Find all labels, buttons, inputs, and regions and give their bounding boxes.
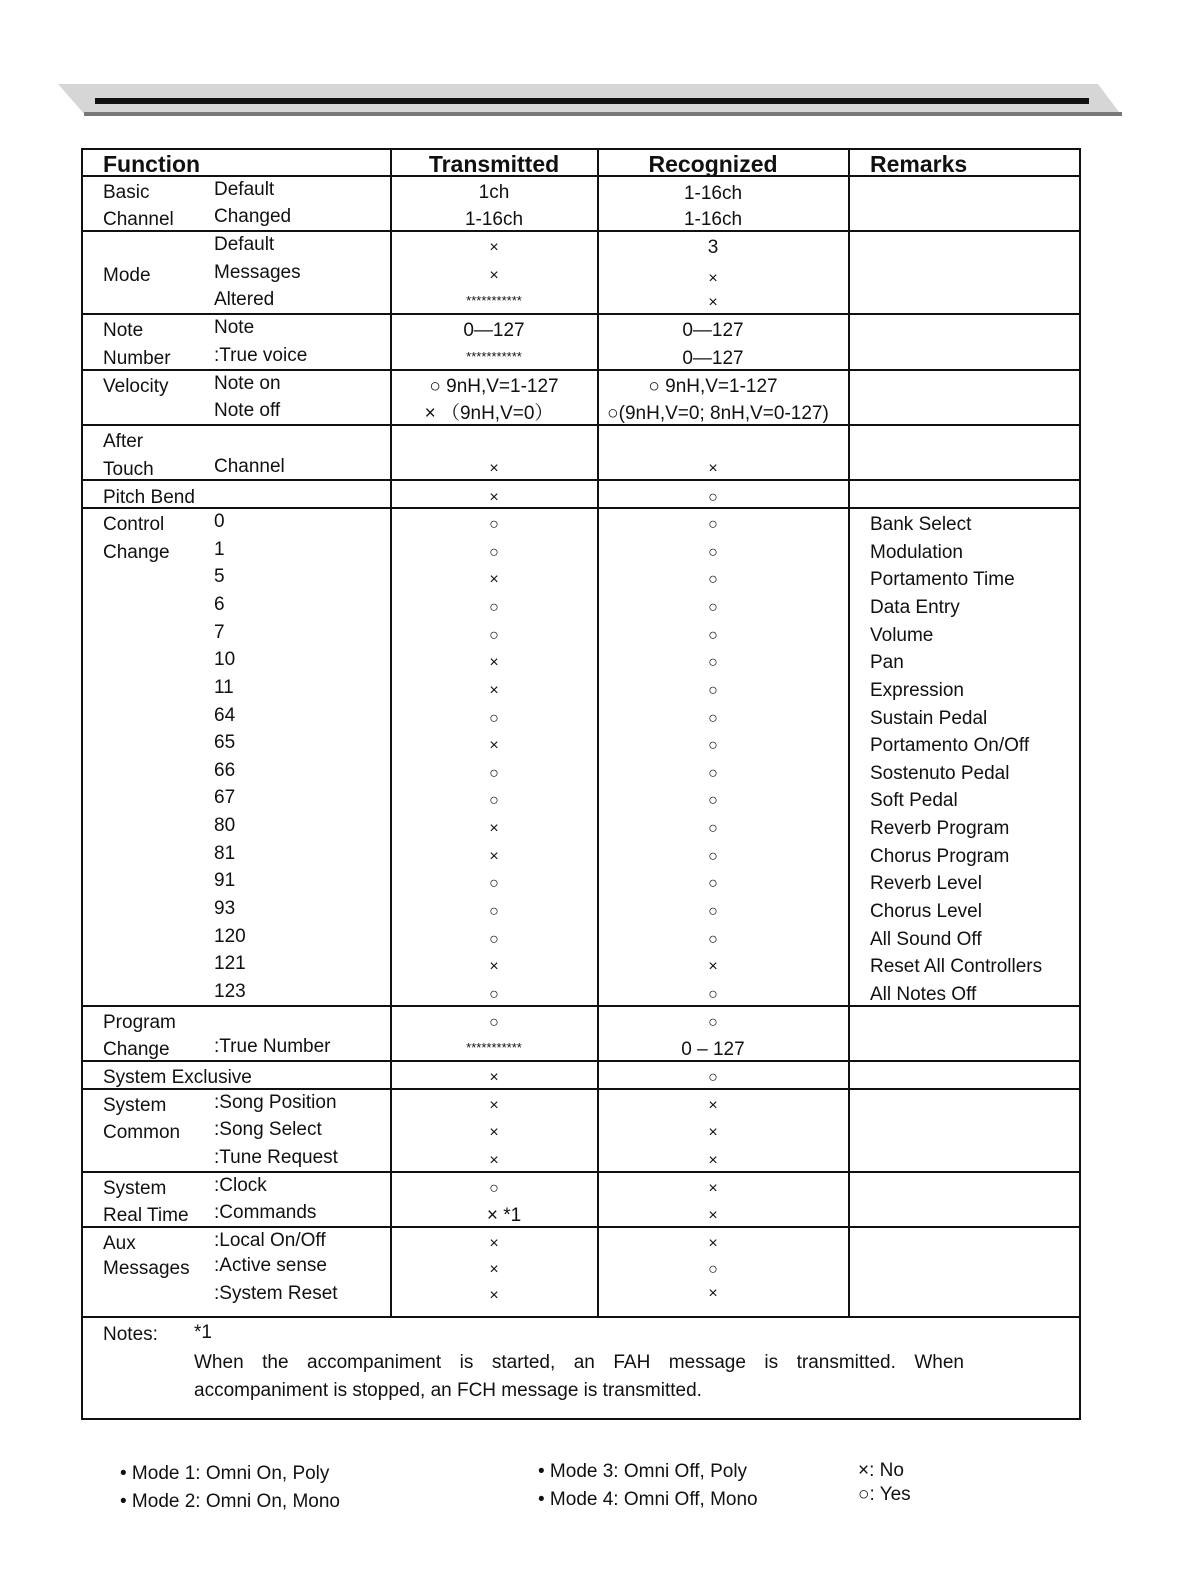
header-banner <box>58 84 1122 118</box>
cell-transmitted: 1-16ch <box>464 209 524 230</box>
row-divider <box>82 230 1080 232</box>
program-change-label: Program <box>103 1012 176 1033</box>
cell-transmitted: 0—127 <box>463 320 525 341</box>
cell-transmitted: ○ <box>489 599 499 616</box>
cell-recognized: × <box>708 460 718 477</box>
cell-recognized: × <box>708 958 718 975</box>
cell-recognized: 3 <box>707 237 719 258</box>
legend-mode-4: • Mode 4: Omni Off, Mono <box>538 1489 758 1510</box>
cell-transmitted: ○ <box>489 931 499 948</box>
cc-number: 64 <box>214 705 236 726</box>
cell-recognized: × <box>708 1285 718 1302</box>
sub-label: :True voice <box>214 345 308 366</box>
cell-transmitted: ○ <box>489 875 499 892</box>
cell-transmitted: × <box>489 654 499 671</box>
cell-recognized: × <box>708 1180 718 1197</box>
sub-label: Default <box>214 179 275 200</box>
velocity-label: Velocity <box>103 376 169 397</box>
cell-transmitted: ○ <box>489 544 499 561</box>
cell-recognized: 1-16ch <box>683 209 743 230</box>
cell-recognized: ○ <box>708 599 718 616</box>
aux-messages-label: Messages <box>103 1258 190 1279</box>
cell-recognized: ○ <box>708 765 718 782</box>
cc-remark: Reverb Level <box>870 873 982 894</box>
after-touch-label: After <box>103 431 144 452</box>
cc-remark: Volume <box>870 625 934 646</box>
cc-number: 120 <box>214 926 246 947</box>
cc-remark: Pan <box>870 652 904 673</box>
system-common-label: System <box>103 1095 167 1116</box>
cell-transmitted: × <box>489 1124 499 1141</box>
cell-recognized: 0—127 <box>682 348 744 369</box>
cell-recognized: ○ <box>708 931 718 948</box>
cell-transmitted: × <box>489 571 499 588</box>
cell-recognized: × <box>708 1124 718 1141</box>
cc-number: 67 <box>214 787 236 808</box>
row-divider <box>82 1316 1080 1318</box>
cc-remark: Data Entry <box>870 597 960 618</box>
cc-number: 121 <box>214 953 246 974</box>
row-divider <box>82 1171 1080 1173</box>
cell-recognized: ○ <box>708 848 718 865</box>
cell-recognized: ○ <box>708 1261 718 1278</box>
system-common-label: Common <box>103 1122 181 1143</box>
notes-text: When the accompaniment is started, an FAH message is transmitted. When accompaniment is stopped, an FCH message is transmitted. <box>194 1352 964 1401</box>
sub-label: Altered <box>214 289 275 310</box>
sub-label: Note off <box>214 400 281 421</box>
notes-label: Notes: <box>103 1324 158 1345</box>
cell-transmitted: 1ch <box>478 182 510 203</box>
cc-number: 5 <box>214 566 225 587</box>
cell-recognized: × <box>708 270 718 287</box>
cell-transmitted: × <box>489 489 499 506</box>
cc-remark: Sustain Pedal <box>870 708 988 729</box>
cc-remark: Soft Pedal <box>870 790 958 811</box>
cell-transmitted: ○ 9nH,V=1-127 <box>429 376 559 397</box>
cell-transmitted: × （9nH,V=0） <box>424 403 554 424</box>
legend-mode-3: • Mode 3: Omni Off, Poly <box>538 1461 748 1482</box>
cell-recognized: ○ <box>708 710 718 727</box>
cell-transmitted: ○ <box>489 1180 499 1197</box>
sub-label: Note <box>214 317 255 338</box>
note-number-label: Number <box>103 348 171 369</box>
cell-recognized: ○ <box>708 1014 718 1031</box>
cell-transmitted: × <box>489 1261 499 1278</box>
basic-channel-label: Channel <box>103 209 174 230</box>
pitch-bend-label: Pitch Bend <box>103 487 195 508</box>
sub-label: Note on <box>214 373 281 394</box>
cell-transmitted: × <box>489 848 499 865</box>
sub-label: Changed <box>214 206 292 227</box>
system-exclusive-label: System Exclusive <box>103 1067 252 1088</box>
cell-recognized: ○ <box>708 544 718 561</box>
row-divider <box>82 424 1080 426</box>
cc-number: 0 <box>214 511 225 532</box>
header-transmitted: Transmitted <box>428 151 560 177</box>
legend-no: ×: No <box>858 1460 904 1481</box>
sub-label: :Commands <box>214 1202 317 1223</box>
cell-transmitted: ○ <box>489 792 499 809</box>
cell-transmitted: ○ <box>489 710 499 727</box>
cell-transmitted: × <box>489 460 499 477</box>
cell-recognized: × <box>708 1097 718 1114</box>
cc-number: 91 <box>214 870 236 891</box>
cc-number: 11 <box>214 677 234 698</box>
sub-label: :Clock <box>214 1175 267 1196</box>
row-divider <box>82 479 1080 481</box>
cell-recognized: ○ <box>708 737 718 754</box>
row-divider <box>82 369 1080 371</box>
cell-transmitted: ○ <box>489 627 499 644</box>
cell-recognized: ○(9nH,V=0; 8nH,V=0-127) <box>607 403 829 424</box>
cc-remark: Bank Select <box>870 514 972 535</box>
cc-remark: Chorus Level <box>870 901 982 922</box>
cc-remark: Sostenuto Pedal <box>870 763 1010 784</box>
cell-recognized: ○ <box>708 571 718 588</box>
header-remarks: Remarks <box>870 151 968 177</box>
cell-recognized: ○ <box>708 489 718 506</box>
cell-transmitted: × <box>489 820 499 837</box>
cc-remark: All Notes Off <box>870 984 977 1005</box>
cc-number: 10 <box>214 649 236 670</box>
header-recognized: Recognized <box>648 151 778 177</box>
cell-recognized: ○ <box>708 792 718 809</box>
sub-label: Channel <box>214 456 285 477</box>
cc-remark: Portamento On/Off <box>870 735 1030 756</box>
cell-recognized: ○ <box>708 516 718 533</box>
cell-transmitted: × <box>489 737 499 754</box>
cell-recognized: 1-16ch <box>683 183 743 204</box>
cc-remark: Portamento Time <box>870 569 1015 590</box>
cc-remark: All Sound Off <box>870 929 982 950</box>
legend-mode-2: • Mode 2: Omni On, Mono <box>120 1491 340 1512</box>
mode-label: Mode <box>103 265 151 286</box>
cell-recognized: × <box>708 294 718 311</box>
cc-remark: Modulation <box>870 542 963 563</box>
cell-recognized: ○ <box>708 903 718 920</box>
cell-transmitted: × <box>489 1152 499 1169</box>
cell-transmitted: ○ <box>489 516 499 533</box>
notes-marker: *1 <box>194 1322 212 1343</box>
sub-label: Default <box>214 234 275 255</box>
row-divider <box>82 507 1080 509</box>
cell-transmitted: ○ <box>489 765 499 782</box>
cell-transmitted: ○ <box>489 903 499 920</box>
sub-label: :Song Select <box>214 1119 322 1140</box>
cell-transmitted: *********** <box>466 293 522 308</box>
cell-transmitted: *********** <box>466 1040 522 1055</box>
column-divider-recognized <box>597 149 599 1318</box>
cell-transmitted: *********** <box>466 349 522 364</box>
program-change-label: Change <box>103 1039 170 1060</box>
cell-transmitted: ○ <box>489 986 499 1003</box>
cc-number: 65 <box>214 732 236 753</box>
cell-transmitted: × <box>489 682 499 699</box>
sub-label: :Tune Request <box>214 1147 338 1168</box>
cc-number: 7 <box>214 622 225 643</box>
cell-transmitted: × <box>489 239 499 256</box>
cell-recognized: ○ <box>708 682 718 699</box>
cc-remark: Chorus Program <box>870 846 1010 867</box>
aux-messages-label: Aux <box>103 1233 136 1254</box>
sub-label: :System Reset <box>214 1283 338 1304</box>
cell-recognized: ○ 9nH,V=1-127 <box>648 376 778 397</box>
sub-label: :Local On/Off <box>214 1230 326 1251</box>
column-divider-remarks <box>848 149 850 1318</box>
cc-number: 93 <box>214 898 236 919</box>
cell-recognized: ○ <box>708 820 718 837</box>
cc-remark: Expression <box>870 680 964 701</box>
cell-transmitted: × <box>489 958 499 975</box>
basic-channel-label: Basic <box>103 182 150 203</box>
cc-remark: Reset All Controllers <box>870 956 1043 977</box>
column-divider-transmitted <box>390 149 392 1318</box>
system-real-time-label: Real Time <box>103 1205 189 1226</box>
header-function: Function <box>103 151 201 177</box>
legend-mode-1: • Mode 1: Omni On, Poly <box>120 1463 330 1484</box>
cell-transmitted: × <box>489 1287 499 1304</box>
cc-number: 1 <box>214 539 225 560</box>
cell-recognized: ○ <box>708 627 718 644</box>
sub-label: :Active sense <box>214 1255 327 1276</box>
control-change-label: Control <box>103 514 165 535</box>
cell-recognized: × <box>708 1152 718 1169</box>
cc-number: 81 <box>214 843 236 864</box>
note-number-label: Note <box>103 320 144 341</box>
cc-number: 6 <box>214 594 225 615</box>
control-change-label: Change <box>103 542 170 563</box>
system-real-time-label: System <box>103 1178 167 1199</box>
cell-transmitted: × <box>489 1069 499 1086</box>
cc-number: 123 <box>214 981 246 1002</box>
cell-recognized: ○ <box>708 875 718 892</box>
cell-transmitted: ○ <box>489 1014 499 1031</box>
sub-label: :Song Position <box>214 1092 337 1113</box>
cell-recognized: × <box>708 1207 718 1224</box>
cell-recognized: 0—127 <box>682 320 744 341</box>
cc-number: 66 <box>214 760 236 781</box>
cc-remark: Reverb Program <box>870 818 1010 839</box>
row-divider <box>82 313 1080 315</box>
cell-recognized: ○ <box>708 654 718 671</box>
cell-transmitted: × *1 <box>486 1205 522 1226</box>
cell-recognized: × <box>708 1235 718 1252</box>
cell-transmitted: × <box>489 267 499 284</box>
row-divider <box>82 1226 1080 1228</box>
row-divider <box>82 1060 1080 1062</box>
cell-recognized: ○ <box>708 986 718 1003</box>
cell-transmitted: × <box>489 1097 499 1114</box>
cell-recognized: ○ <box>708 1069 718 1086</box>
legend-yes: ○: Yes <box>858 1484 911 1505</box>
sub-label: :True Number <box>214 1036 331 1057</box>
cc-number: 80 <box>214 815 236 836</box>
after-touch-label: Touch <box>103 459 154 480</box>
cell-recognized: 0 – 127 <box>681 1039 745 1060</box>
cell-transmitted: × <box>489 1235 499 1252</box>
sub-label: Messages <box>214 262 301 283</box>
